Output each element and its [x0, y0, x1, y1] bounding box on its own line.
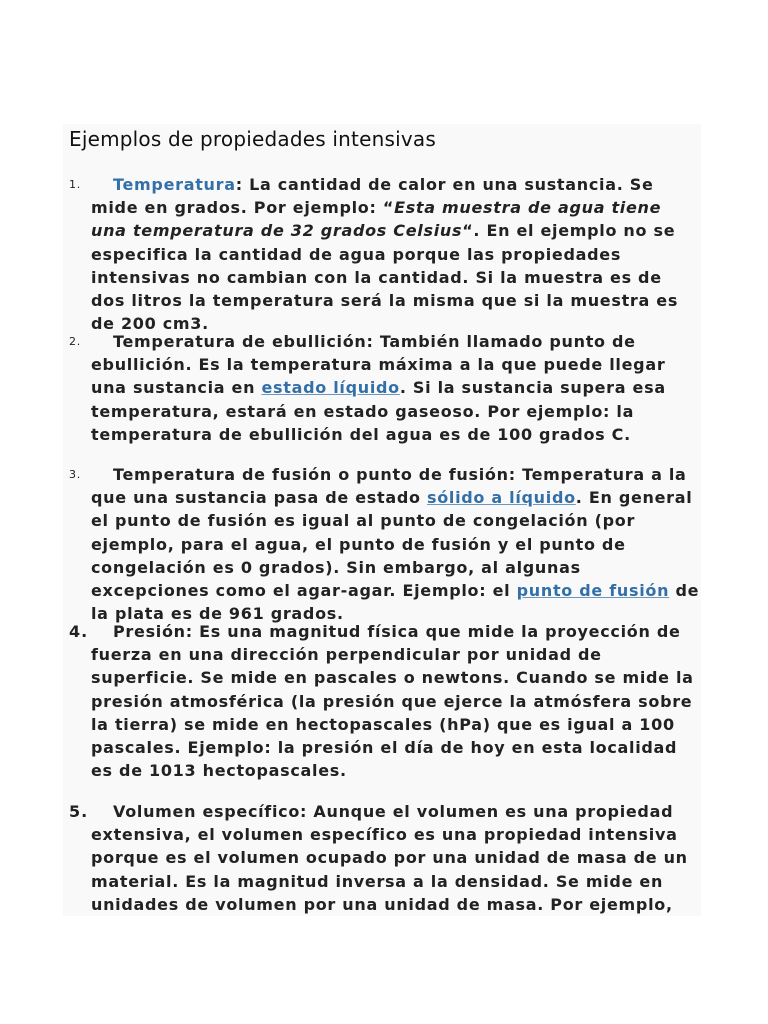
list-number: 4.	[69, 622, 89, 641]
link-solido-a-liquido[interactable]: sólido a líquido	[426, 488, 576, 508]
list-number: 1.	[69, 178, 81, 191]
list-number: 3.	[69, 468, 81, 481]
list-item-ebullicion	[63, 330, 701, 446]
list-item-presion	[63, 620, 701, 782]
page-title: Ejemplos de propiedades intensivas	[69, 127, 436, 151]
list-item-text: Volumen específico: Aunque el volumen es una propiedad extensiva, el volumen específico es una propiedad intensiva porque es el volumen ocupado por una unidad de masa de un material. Es la magnitud inversa a la densidad. Se mide en unidades de volumen por una unidad de masa. Por ejemplo,	[91, 802, 688, 914]
list-number: 5.	[69, 802, 89, 821]
list-item-text: Presión: Es una magnitud física que mide la proyección de fuerza en una dirección perpendicular por unidad de superficie. Se mide en pascales o newtons. Cuando se mide la presión atmosférica (la presión que ejerce la atmósfera sobre la tierra) se mide en hectopascales (hPa) que es igual a 100 pascales. Ejemplo: la presión el día de hoy en esta localidad es de 1013 hectopascales.	[91, 622, 694, 781]
list-item-temperatura	[63, 173, 701, 335]
list-item-text: Temperatura: La cantidad de calor en una sustancia. Se mide en grados. Por ejemplo: “Esta muestra de agua tiene una temperatura de 32 grados Celsius“. En el ejemplo no se especifica la cantidad de agua porque las propiedades intensivas no cambian con la cantidad. Si la muestra es de dos litros la temperatura será la misma que si la muestra es de 200 cm3.	[91, 175, 679, 334]
list-item-volumen	[63, 800, 701, 916]
list-item-text: Temperatura de ebullición: También llamado punto de ebullición. Es la temperatura máxima a la que puede llegar una sustancia en estado líquido. Si la sustancia supera esa temperatura, estará en estado gaseoso. Por ejemplo: la temperatura de ebullición del agua es de 100 grados C.	[91, 332, 666, 444]
document-content	[63, 124, 701, 916]
link-estado-liquido[interactable]: estado líquido	[261, 378, 400, 398]
link-temperatura[interactable]: Temperatura	[113, 175, 236, 194]
example-quote: Esta muestra de agua tiene una temperatura de 32 grados Celsius	[91, 198, 662, 241]
list-item-fusion	[63, 463, 701, 625]
list-item-text: Temperatura de fusión o punto de fusión: Temperatura a la que una sustancia pasa de estado sólido a líquido. En general el punto de fusión es igual al punto de congelación (por ejemplo, para el agua, el punto de fusión y el punto de congelación es 0 grados). Sin embargo, al algunas excepciones como el agar-agar. Ejemplo: el punto de fusión de la plata es de 961 grados.	[91, 465, 700, 624]
link-punto-de-fusion[interactable]: punto de fusión	[516, 581, 670, 601]
list-number: 2.	[69, 335, 81, 348]
